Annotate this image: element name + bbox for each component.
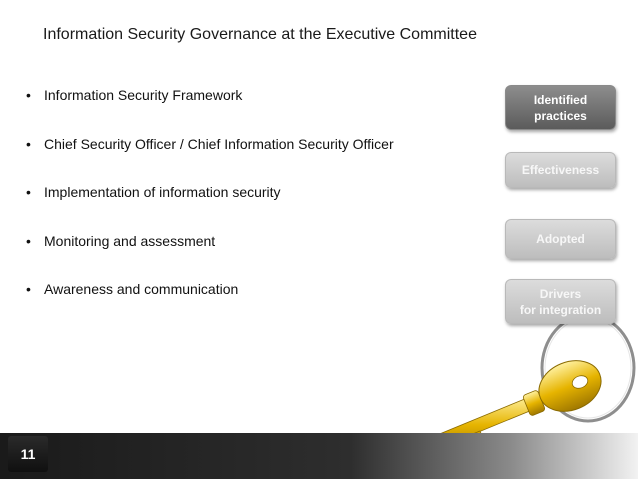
bullet-list xyxy=(26,86,394,329)
bullet-text: Monitoring and assessment xyxy=(44,232,216,249)
stage-drivers-for-integration xyxy=(505,279,616,324)
bullet-item xyxy=(26,183,394,232)
stage-label: practices xyxy=(534,108,587,123)
bullet-dot: • xyxy=(26,281,31,297)
bullet-text: Chief Security Officer / Chief Information Security Officer xyxy=(44,135,394,152)
stage-label: for integration xyxy=(519,302,602,317)
bullet-item xyxy=(26,280,394,329)
stage-label: Identified xyxy=(533,92,588,107)
bullet-text: Implementation of information security xyxy=(44,184,281,200)
stage-identified-practices xyxy=(505,85,616,130)
slide-title: Information Security Governance at the Executive Committee xyxy=(43,26,477,43)
stage-label: Effectiveness xyxy=(521,163,600,177)
bullet-dot: • xyxy=(26,232,31,249)
stage-label: Adopted xyxy=(536,232,585,246)
bullet-item xyxy=(26,135,394,184)
stage-adopted xyxy=(505,219,616,259)
stage-effectiveness xyxy=(505,152,616,188)
stage-label: Drivers xyxy=(539,286,582,301)
bullet-dot: • xyxy=(26,135,31,152)
bullet-item xyxy=(26,86,394,135)
bullet-dot: • xyxy=(26,184,31,200)
bullet-text: Information Security Framework xyxy=(44,87,243,103)
bullet-text: Awareness and communication xyxy=(44,281,239,297)
bullet-item xyxy=(26,232,394,281)
page-number: 11 xyxy=(8,436,48,472)
bullet-dot: • xyxy=(26,87,31,103)
footer-bar xyxy=(0,433,638,479)
